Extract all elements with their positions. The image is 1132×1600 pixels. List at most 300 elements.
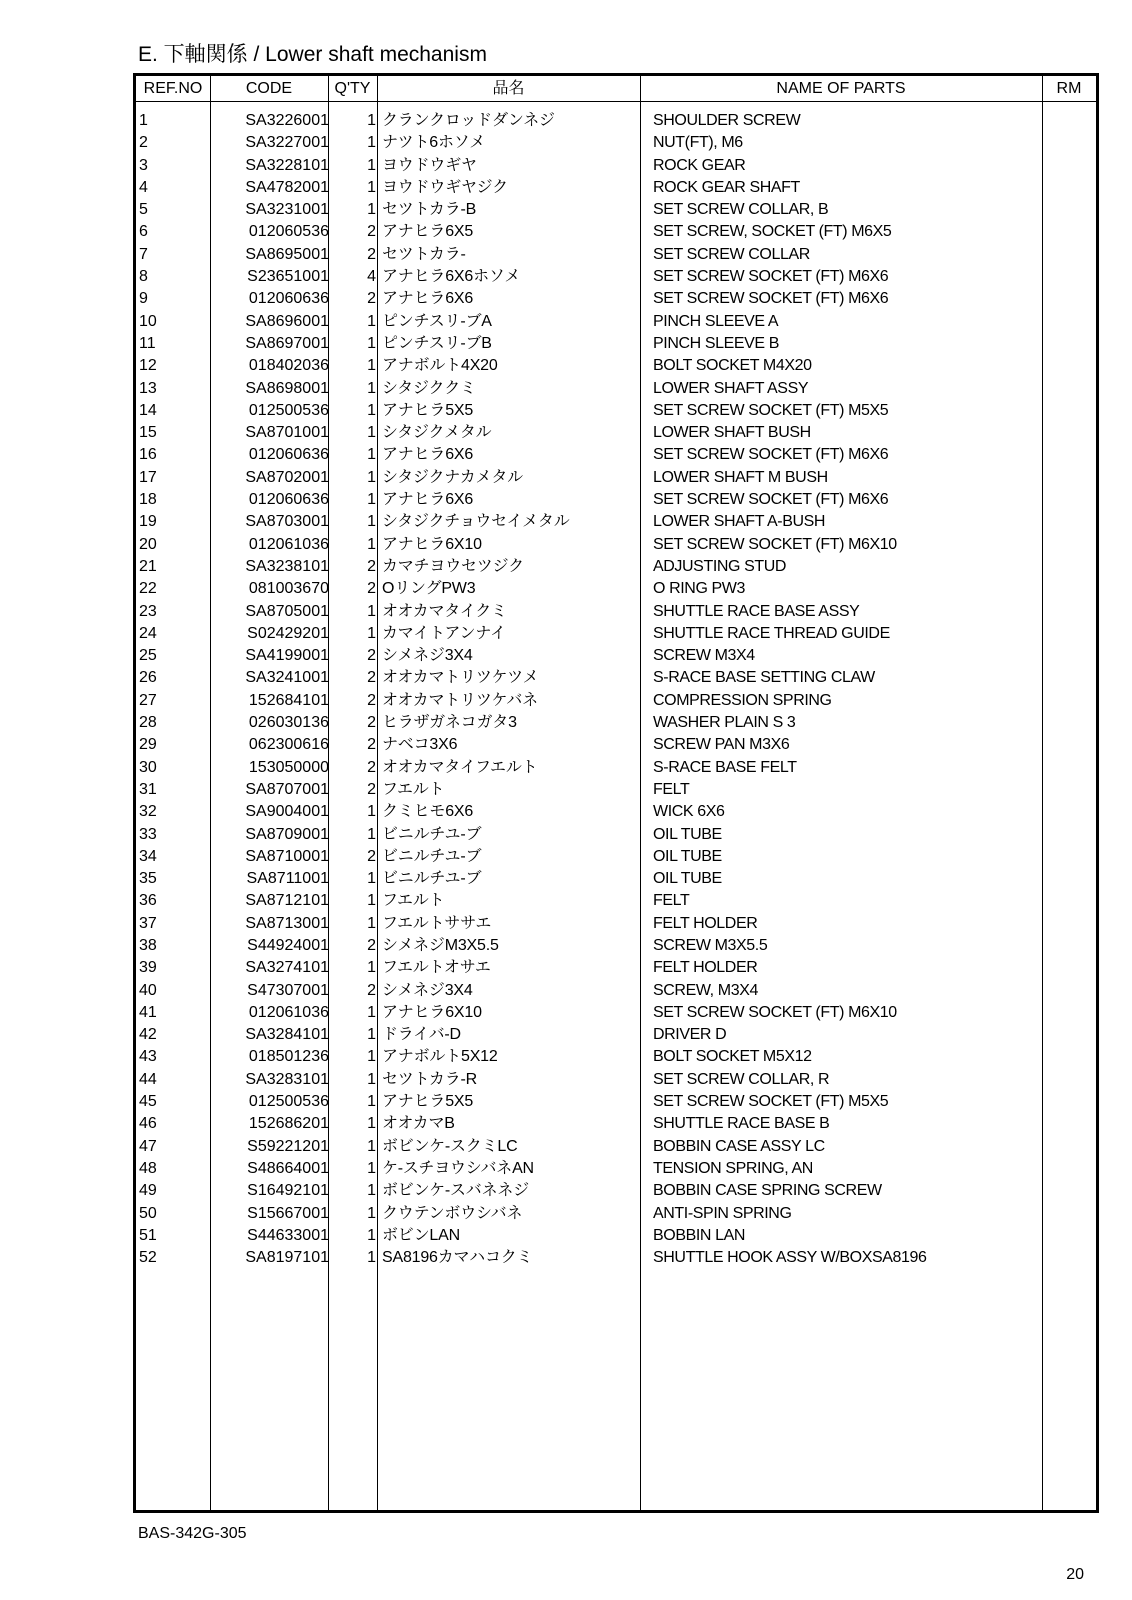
part-name-cell: SET SCREW COLLAR, R [653,1070,830,1088]
table-row [136,511,1096,533]
qty-cell: 2 [367,936,376,954]
ref-no-cell: 48 [139,1159,157,1177]
ref-no-cell: 28 [139,714,157,732]
qty-cell: 1 [367,1003,376,1021]
code-cell: 152684101 [248,691,329,709]
japanese-name-cell: フエルトオサエ [382,959,491,977]
ref-no-cell: 36 [139,892,157,910]
ref-no-cell: 35 [139,870,157,888]
ref-no-cell: 19 [139,513,157,531]
qty-cell: 1 [367,1226,376,1244]
qty-cell: 1 [367,535,376,553]
ref-no-cell: 51 [139,1226,157,1244]
code-cell: 153050000 [248,758,329,776]
japanese-name-cell: クミヒモ6X6 [382,803,474,821]
japanese-name-cell: アナヒラ6X10 [382,1003,482,1021]
code-cell: SA9004001 [245,803,329,821]
japanese-name-cell: ヨウドウギヤ [382,156,477,174]
code-cell: SA8710001 [245,847,329,865]
part-name-cell: FELT HOLDER [653,959,758,977]
qty-cell: 2 [367,758,376,776]
ref-no-cell: 12 [139,357,157,375]
code-cell: 018501236 [248,1048,329,1066]
header-name-of-parts: NAME OF PARTS [776,80,906,97]
code-cell: SA8705001 [245,602,329,620]
japanese-name-cell: セツトカラ-B [382,201,477,219]
ref-no-cell: 6 [139,223,148,241]
part-name-cell: OIL TUBE [653,847,722,865]
japanese-name-cell: ボビンケ-スクミLC [382,1137,518,1155]
japanese-name-cell: アナヒラ6X6 [382,290,474,308]
part-name-cell: BOLT SOCKET M4X20 [653,357,812,375]
ref-no-cell: 7 [139,245,148,263]
japanese-name-cell: セツトカラ- [382,245,466,263]
part-name-cell: LOWER SHAFT ASSY [653,379,809,397]
qty-cell: 2 [367,736,376,754]
ref-no-cell: 14 [139,401,157,419]
part-name-cell: SET SCREW COLLAR, B [653,201,829,219]
qty-cell: 1 [367,914,376,932]
qty-cell: 1 [367,1093,376,1111]
ref-no-cell: 16 [139,446,157,464]
code-cell: SA8707001 [245,780,329,798]
qty-cell: 2 [367,245,376,263]
qty-cell: 1 [367,1115,376,1133]
code-cell: SA3238101 [245,557,329,575]
part-name-cell: COMPRESSION SPRING [653,691,832,709]
code-cell: 012060636 [248,491,329,509]
ref-no-cell: 38 [139,936,157,954]
part-name-cell: SET SCREW SOCKET (FT) M6X6 [653,491,889,509]
qty-cell: 1 [367,1249,376,1267]
table-row [136,556,1096,578]
ref-no-cell: 24 [139,624,157,642]
qty-cell: 1 [367,1137,376,1155]
japanese-name-cell: SA8196カマハコクミ [382,1249,533,1267]
qty-cell: 1 [367,825,376,843]
code-cell: 012060636 [248,446,329,464]
japanese-name-cell: アナヒラ6X6 [382,491,474,509]
qty-cell: 1 [367,892,376,910]
code-cell: SA3228101 [245,156,329,174]
qty-cell: 1 [367,1159,376,1177]
qty-cell: 1 [367,134,376,152]
code-cell: SA8709001 [245,825,329,843]
qty-cell: 1 [367,602,376,620]
part-name-cell: SHUTTLE RACE BASE ASSY [653,602,860,620]
part-name-cell: ROCK GEAR SHAFT [653,178,800,196]
ref-no-cell: 18 [139,491,157,509]
part-name-cell: FELT [653,780,690,798]
part-name-cell: ADJUSTING STUD [653,557,787,575]
ref-no-cell: 41 [139,1003,157,1021]
qty-cell: 1 [367,156,376,174]
code-cell: SA3241001 [245,669,329,687]
japanese-name-cell: オオカマトリツケツメ [382,669,539,687]
part-name-cell: LOWER SHAFT BUSH [653,424,811,442]
ref-no-cell: 27 [139,691,157,709]
qty-cell: 2 [367,669,376,687]
japanese-name-cell: アナヒラ5X5 [382,401,474,419]
part-name-cell: SET SCREW SOCKET (FT) M5X5 [653,1093,889,1111]
code-cell: SA3274101 [245,959,329,977]
japanese-name-cell: OリングPW3 [382,580,476,598]
code-cell: SA8711001 [246,870,329,888]
table-row [136,444,1096,466]
table-row [136,667,1096,689]
code-cell: 012500536 [248,1093,329,1111]
part-name-cell: LOWER SHAFT M BUSH [653,468,828,486]
japanese-name-cell: シタジクナカメタル [382,468,523,486]
qty-cell: 2 [367,290,376,308]
qty-cell: 1 [367,312,376,330]
table-row [136,132,1096,154]
code-cell: SA8696001 [245,312,329,330]
part-name-cell: TENSION SPRING, AN [653,1159,813,1177]
part-name-cell: S-RACE BASE FELT [653,758,797,776]
code-cell: S44924001 [247,936,329,954]
part-name-cell: ROCK GEAR [653,156,746,174]
qty-cell: 1 [367,201,376,219]
qty-cell: 1 [367,513,376,531]
qty-cell: 1 [367,446,376,464]
ref-no-cell: 17 [139,468,157,486]
part-name-cell: PINCH SLEEVE B [653,334,780,352]
japanese-name-cell: ヨウドウギヤジク [382,178,508,196]
ref-no-cell: 32 [139,803,157,821]
qty-cell: 2 [367,847,376,865]
qty-cell: 1 [367,1182,376,1200]
table-row [136,734,1096,756]
japanese-name-cell: シタジクメタル [382,424,492,442]
ref-no-cell: 20 [139,535,157,553]
table-row [136,935,1096,957]
table-row [136,288,1096,310]
qty-cell: 2 [367,691,376,709]
part-name-cell: SHOULDER SCREW [653,112,801,129]
code-cell: 012060536 [248,223,329,241]
japanese-name-cell: ケ-スチヨウシバネAN [382,1159,534,1177]
table-row [136,1091,1096,1113]
japanese-name-cell: ボビンケ-スバネネジ [382,1182,530,1200]
qty-cell: 2 [367,647,376,665]
ref-no-cell: 50 [139,1204,157,1222]
code-cell: SA4199001 [245,647,329,665]
ref-no-cell: 37 [139,914,157,932]
ref-no-cell: 11 [139,334,156,352]
ref-no-cell: 1 [139,112,148,129]
table-row [136,623,1096,645]
japanese-name-cell: アナヒラ6X5 [382,223,474,241]
table-row [136,690,1096,712]
part-name-cell: SCREW, M3X4 [653,981,758,999]
table-row [136,177,1096,199]
qty-cell: 1 [367,870,376,888]
table-row [136,957,1096,979]
code-cell: SA8695001 [245,245,329,263]
ref-no-cell: 34 [139,847,157,865]
qty-cell: 1 [367,959,376,977]
code-cell: SA8697001 [245,334,329,352]
part-name-cell: FELT HOLDER [653,914,758,932]
code-cell: 012061036 [248,1003,329,1021]
qty-cell: 1 [367,334,376,352]
part-name-cell: LOWER SHAFT A-BUSH [653,513,826,531]
ref-no-cell: 47 [139,1137,157,1155]
table-row [136,489,1096,511]
code-cell: S15667001 [247,1204,329,1222]
code-cell: SA8701001 [245,424,329,442]
code-cell: 018402036 [248,357,329,375]
table-row [136,311,1096,333]
qty-cell: 1 [367,112,376,129]
japanese-name-cell: ドライバ-D [382,1026,461,1044]
qty-cell: 1 [367,1204,376,1222]
code-cell: S16492101 [247,1182,329,1200]
japanese-name-cell: オオカマタイフエルト [382,758,538,776]
part-name-cell: NUT(FT), M6 [653,134,743,152]
table-row [136,801,1096,823]
japanese-name-cell: アナヒラ5X5 [382,1093,474,1111]
code-cell: S47307001 [247,981,329,999]
table-row [136,1002,1096,1024]
ref-no-cell: 10 [139,312,157,330]
part-name-cell: WASHER PLAIN S 3 [653,714,796,732]
ref-no-cell: 52 [139,1249,157,1267]
ref-no-cell: 31 [139,780,157,798]
japanese-name-cell: アナヒラ6X6 [382,446,474,464]
table-row [136,757,1096,779]
code-cell: SA8197101 [245,1249,329,1267]
code-cell: SA8702001 [245,468,329,486]
code-cell: S23651001 [247,268,329,286]
japanese-name-cell: アナボルト4X20 [382,357,498,375]
ref-no-cell: 23 [139,602,157,620]
qty-cell: 1 [367,379,376,397]
qty-cell: 1 [367,178,376,196]
japanese-name-cell: オオカマタイクミ [382,602,507,620]
table-row [136,1225,1096,1247]
japanese-name-cell: ヒラザガネコガタ3 [382,714,517,732]
header-ref-no: REF.NO [143,80,203,97]
table-row [136,578,1096,600]
table-row [136,199,1096,221]
ref-no-cell: 8 [139,268,148,286]
ref-no-cell: 44 [139,1070,157,1088]
part-name-cell: S-RACE BASE SETTING CLAW [653,669,875,687]
part-name-cell: WICK 6X6 [653,803,725,821]
code-cell: S44633001 [247,1226,329,1244]
code-cell: SA8712101 [245,892,329,910]
table-row [136,1024,1096,1046]
ref-no-cell: 40 [139,981,157,999]
table-row [136,244,1096,266]
code-cell: SA3227001 [245,134,329,152]
ref-no-cell: 21 [139,557,157,575]
japanese-name-cell: セツトカラ-R [382,1070,478,1088]
part-name-cell: BOBBIN LAN [653,1226,746,1244]
japanese-name-cell: アナボルト5X12 [382,1048,498,1066]
japanese-name-cell: オオカマトリツケバネ [382,691,538,709]
japanese-name-cell: ボビンLAN [382,1226,460,1244]
ref-no-cell: 15 [139,424,157,442]
table-row [136,378,1096,400]
japanese-name-cell: ナベコ3X6 [382,736,458,754]
part-name-cell: SCREW PAN M3X6 [653,736,790,754]
header-japanese-name: 品名 [492,80,525,97]
part-name-cell: OIL TUBE [653,825,722,843]
header-divider [136,101,1096,102]
code-cell: 152686201 [248,1115,329,1133]
qty-cell: 1 [367,424,376,442]
part-name-cell: SET SCREW SOCKET (FT) M6X10 [653,1003,897,1021]
qty-cell: 2 [367,981,376,999]
table-row [136,400,1096,422]
table-row [136,155,1096,177]
japanese-name-cell: オオカマB [382,1115,455,1133]
qty-cell: 2 [367,557,376,575]
code-cell: 012060636 [248,290,329,308]
japanese-name-cell: ピンチスリ-ブB [382,334,492,352]
japanese-name-cell: ビニルチユ-ブ [382,870,482,888]
qty-cell: 1 [367,624,376,642]
part-name-cell: ANTI-SPIN SPRING [653,1204,792,1222]
table-row [136,645,1096,667]
part-name-cell: SHUTTLE RACE BASE B [653,1115,830,1133]
code-cell: SA3231001 [245,201,329,219]
code-cell: 026030136 [248,714,329,732]
ref-no-cell: 3 [139,156,148,174]
ref-no-cell: 42 [139,1026,157,1044]
code-cell: SA3283101 [245,1070,329,1088]
code-cell: SA3226001 [245,112,329,129]
code-cell: SA8713001 [245,914,329,932]
part-name-cell: BOBBIN CASE SPRING SCREW [653,1182,882,1200]
part-name-cell: BOLT SOCKET M5X12 [653,1048,812,1066]
ref-no-cell: 43 [139,1048,157,1066]
code-cell: 062300616 [248,736,329,754]
qty-cell: 1 [367,491,376,509]
qty-cell: 1 [367,803,376,821]
header-qty: Q'TY [334,80,371,97]
header-code: CODE [245,80,293,97]
ref-no-cell: 22 [139,580,157,598]
page-number: 20 [1066,1566,1084,1583]
part-name-cell: PINCH SLEEVE A [653,312,779,330]
ref-no-cell: 26 [139,669,157,687]
part-name-cell: SET SCREW SOCKET (FT) M5X5 [653,401,889,419]
code-cell: S02429201 [247,624,329,642]
table-row [136,1203,1096,1225]
japanese-name-cell: カマイトアンナイ [382,624,506,642]
part-name-cell: SET SCREW SOCKET (FT) M6X6 [653,446,889,464]
table-row [136,1158,1096,1180]
table-row [136,266,1096,288]
header-rm: RM [1056,80,1082,97]
ref-no-cell: 25 [139,647,157,665]
table-row [136,980,1096,1002]
part-name-cell: DRIVER D [653,1026,727,1044]
qty-cell: 1 [367,357,376,375]
table-row [136,467,1096,489]
japanese-name-cell: カマチヨウセツジク [382,557,524,575]
part-name-cell: SCREW M3X4 [653,647,755,665]
table-row [136,913,1096,935]
qty-cell: 2 [367,223,376,241]
table-row [136,868,1096,890]
table-row [136,534,1096,556]
ref-no-cell: 2 [139,134,148,152]
table-row [136,1180,1096,1202]
japanese-name-cell: クウテンボウシバネ [382,1204,523,1222]
code-cell: 012500536 [248,401,329,419]
code-cell: S48664001 [247,1159,329,1177]
ref-no-cell: 30 [139,758,157,776]
qty-cell: 2 [367,780,376,798]
table-row [136,1247,1096,1269]
qty-cell: 1 [367,1070,376,1088]
qty-cell: 1 [367,1026,376,1044]
part-name-cell: OIL TUBE [653,870,722,888]
part-name-cell: SET SCREW SOCKET (FT) M6X10 [653,535,897,553]
qty-cell: 1 [367,401,376,419]
japanese-name-cell: ビニルチユ-ブ [382,825,482,843]
ref-no-cell: 45 [139,1093,157,1111]
table-row [136,824,1096,846]
ref-no-cell: 33 [139,825,157,843]
japanese-name-cell: クランクロッドダンネジ [382,112,555,129]
japanese-name-cell: シタジクチョウセイメタル [382,513,570,531]
ref-no-cell: 39 [139,959,157,977]
table-row [136,601,1096,623]
table-row [136,779,1096,801]
part-name-cell: FELT [653,892,690,910]
part-name-cell: SHUTTLE HOOK ASSY W/BOXSA8196 [653,1249,927,1267]
japanese-name-cell: シタジククミ [382,379,476,397]
table-row [136,712,1096,734]
part-name-cell: SET SCREW SOCKET (FT) M6X6 [653,268,889,286]
japanese-name-cell: シメネジ3X4 [382,981,473,999]
japanese-name-cell: ナツト6ホソメ [382,134,486,152]
code-cell: 012061036 [248,535,329,553]
japanese-name-cell: アナヒラ6X10 [382,535,482,553]
ref-no-cell: 5 [139,201,148,219]
qty-cell: 1 [367,468,376,486]
table-body [136,110,1096,1269]
japanese-name-cell: フエルト [382,780,445,798]
table-row [136,890,1096,912]
ref-no-cell: 49 [139,1182,157,1200]
qty-cell: 4 [367,268,376,286]
japanese-name-cell: フエルト [382,892,445,910]
qty-cell: 2 [367,580,376,598]
table-row [136,846,1096,868]
code-cell: SA4782001 [245,178,329,196]
part-name-cell: BOBBIN CASE ASSY LC [653,1137,825,1155]
table-row [136,355,1096,377]
part-name-cell: O RING PW3 [653,580,746,598]
part-name-cell: SET SCREW, SOCKET (FT) M6X5 [653,223,892,241]
table-row [136,110,1096,132]
qty-cell: 2 [367,714,376,732]
japanese-name-cell: シメネジM3X5.5 [382,936,499,954]
ref-no-cell: 29 [139,736,157,754]
japanese-name-cell: ビニルチユ-ブ [382,847,482,865]
part-name-cell: SHUTTLE RACE THREAD GUIDE [653,624,890,642]
parts-table [133,73,1099,1513]
table-row [136,422,1096,444]
part-name-cell: SET SCREW COLLAR [653,245,810,263]
